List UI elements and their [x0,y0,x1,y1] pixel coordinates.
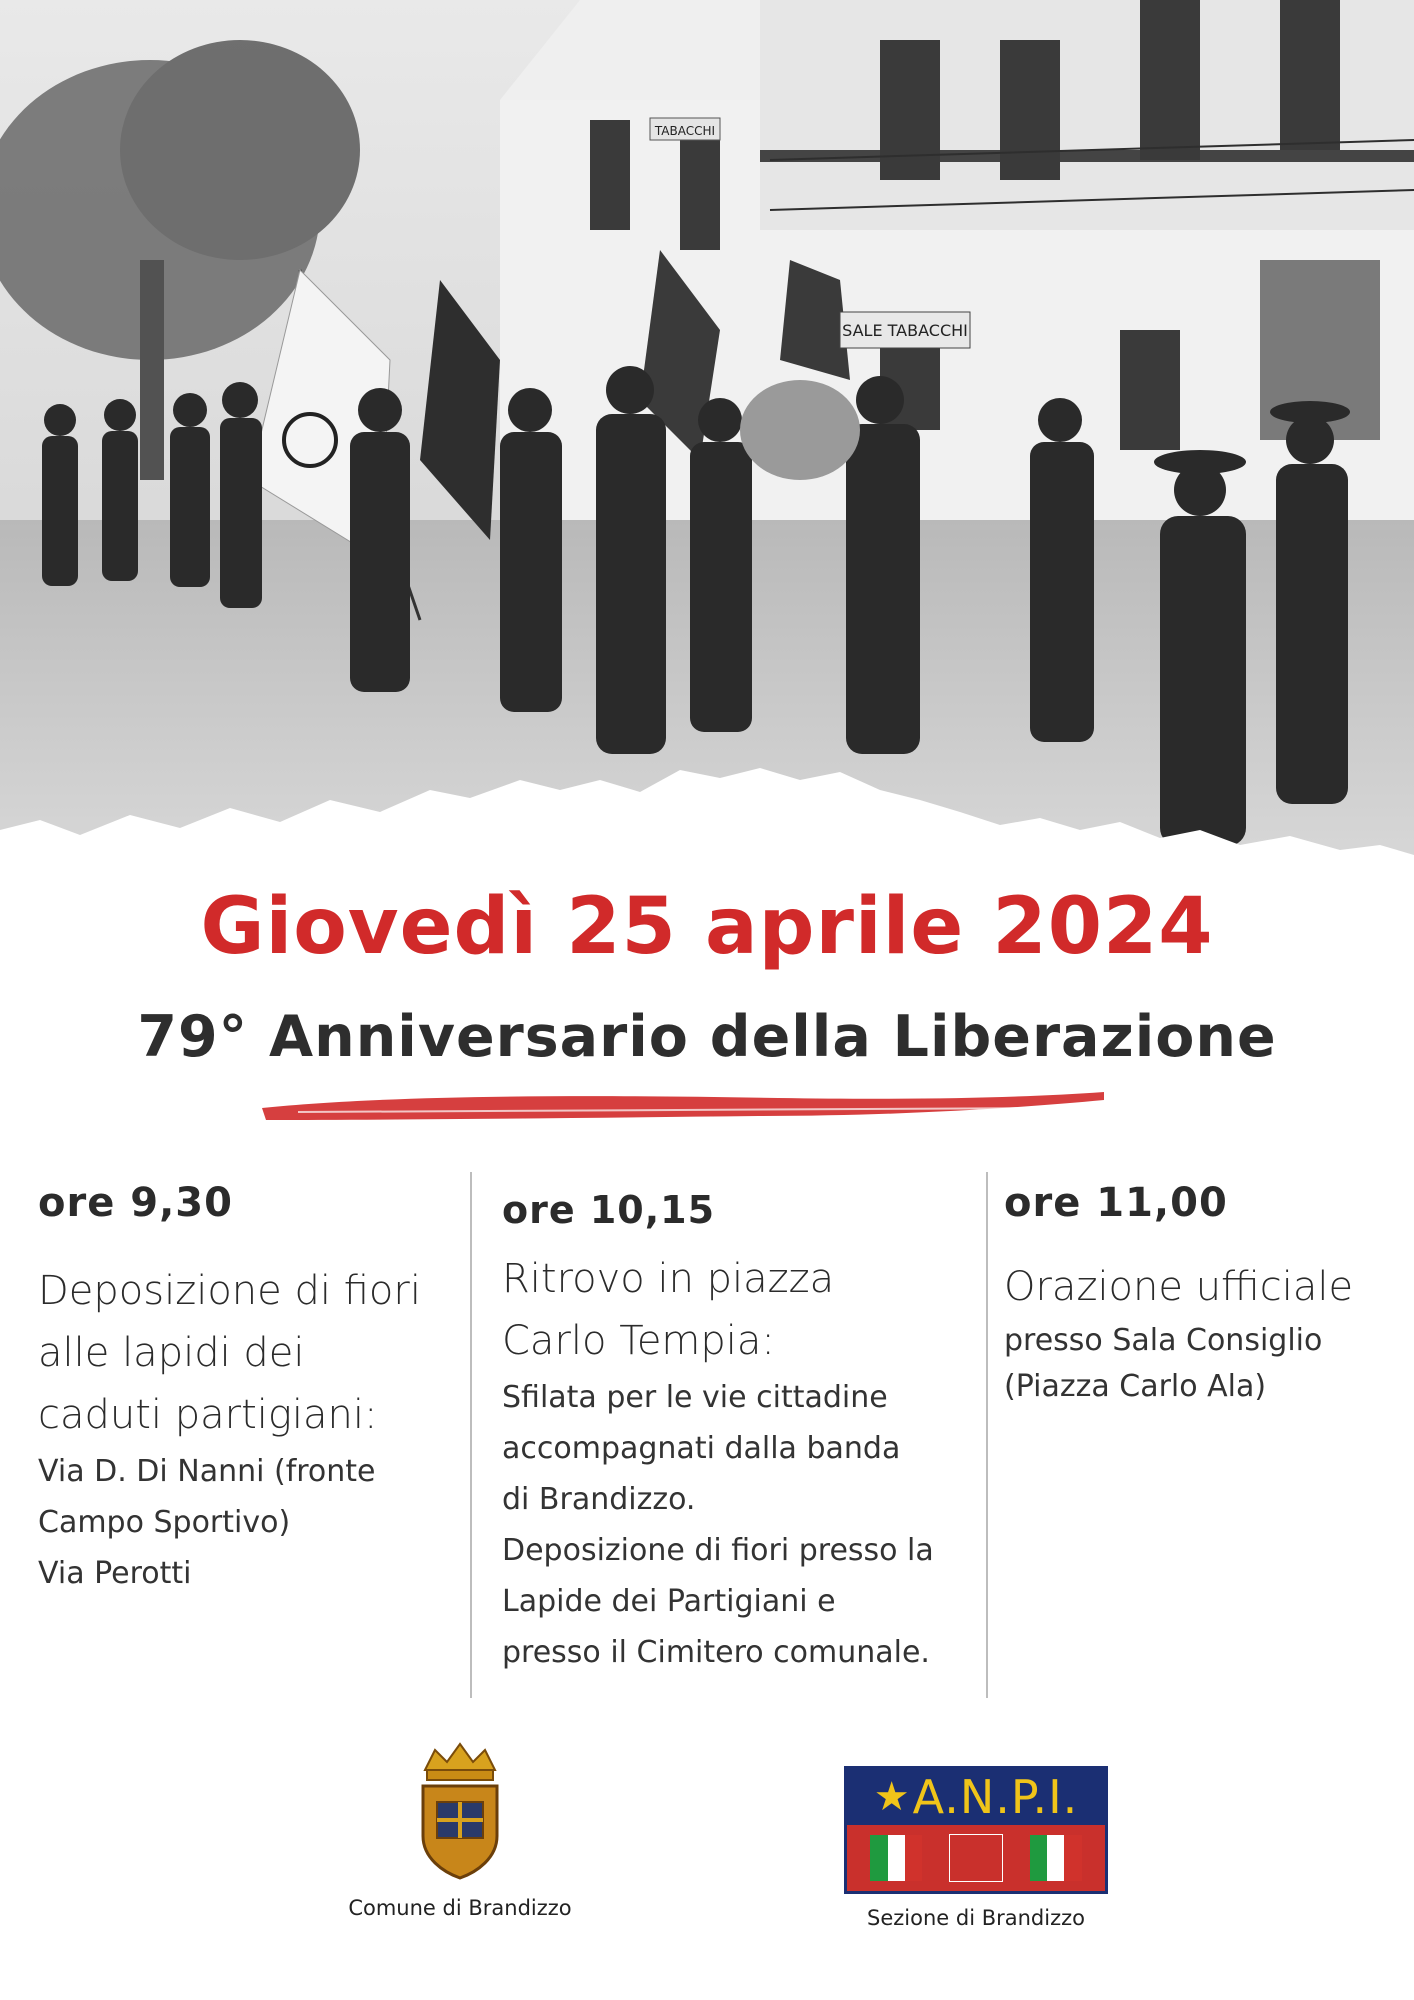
schedule-title [502,1248,972,1372]
schedule-detail-line: Via Perotti [38,1556,192,1591]
italian-flag-icon [1030,1835,1082,1881]
schedule-title [38,1260,458,1446]
schedule-detail-line: Lapide dei Partigiani e [502,1584,836,1619]
comune-logo-block [300,1740,620,1920]
schedule-details [38,1446,458,1599]
schedule-detail-line: accompagnati dalla banda [502,1431,901,1466]
anpi-logo [844,1766,1108,1894]
schedule-detail-line: Deposizione di fiori presso la [502,1533,934,1568]
schedule-detail-line: Sfilata per le vie cittadine [502,1380,888,1415]
schedule-detail-line: Campo Sportivo) [38,1505,291,1540]
star-icon: ★ [873,1774,911,1820]
schedule-title-line: Ritrovo in piazza [502,1256,835,1302]
italian-flag-icon [870,1835,922,1881]
schedule-details [502,1372,972,1678]
anpi-logo-block [826,1766,1126,1930]
event-subtitle: 79° Anniversario della Liberazione [137,1004,1277,1070]
schedule-details [1004,1318,1404,1410]
shop-sign-sale-tabacchi: SALE TABACCHI [842,321,968,340]
schedule-detail-line: presso Sala Consiglio [1004,1323,1323,1358]
schedule-detail-line: presso il Cimitero comunale. [502,1635,930,1670]
schedule-time: ore 11,00 [1004,1180,1228,1226]
schedule-title [1004,1256,1404,1318]
schedule-title-line: caduti partigiani: [38,1392,378,1438]
schedule-title-line: Carlo Tempia: [502,1318,775,1364]
anpi-logo-text-row [847,1769,1105,1825]
column-divider-1 [470,1172,472,1698]
coat-of-arms-icon [415,1740,505,1880]
schedule-detail-line: (Piazza Carlo Ala) [1004,1369,1267,1404]
anpi-logo-text: A.N.P.I. [912,1770,1079,1824]
red-block-icon [949,1834,1003,1882]
schedule-detail-line: di Brandizzo. [502,1482,696,1517]
schedule-item-1 [38,1180,458,1599]
schedule-item-2 [502,1188,972,1678]
schedule-time: ore 10,15 [502,1188,716,1232]
red-brush-stroke [258,1086,1108,1126]
schedule-item-3 [1004,1180,1404,1410]
header-photo [0,0,1414,880]
schedule-title-line: alle lapidi dei [38,1330,305,1376]
schedule-detail-line: Via D. Di Nanni (fronte [38,1454,376,1489]
anpi-caption: Sezione di Brandizzo [867,1906,1085,1930]
parade-photo-illustration [0,0,1414,880]
schedule-title-line: Orazione ufficiale [1004,1264,1354,1310]
event-date-headline: Giovedì 25 aprile 2024 [200,882,1214,972]
comune-caption: Comune di Brandizzo [348,1896,572,1920]
schedule-title-line: Deposizione di fiori [38,1268,421,1314]
schedule-time: ore 9,30 [38,1180,233,1226]
anpi-flag-stripes [847,1825,1105,1891]
shop-sign-tabacchi: TABACCHI [654,124,716,138]
column-divider-2 [986,1172,988,1698]
